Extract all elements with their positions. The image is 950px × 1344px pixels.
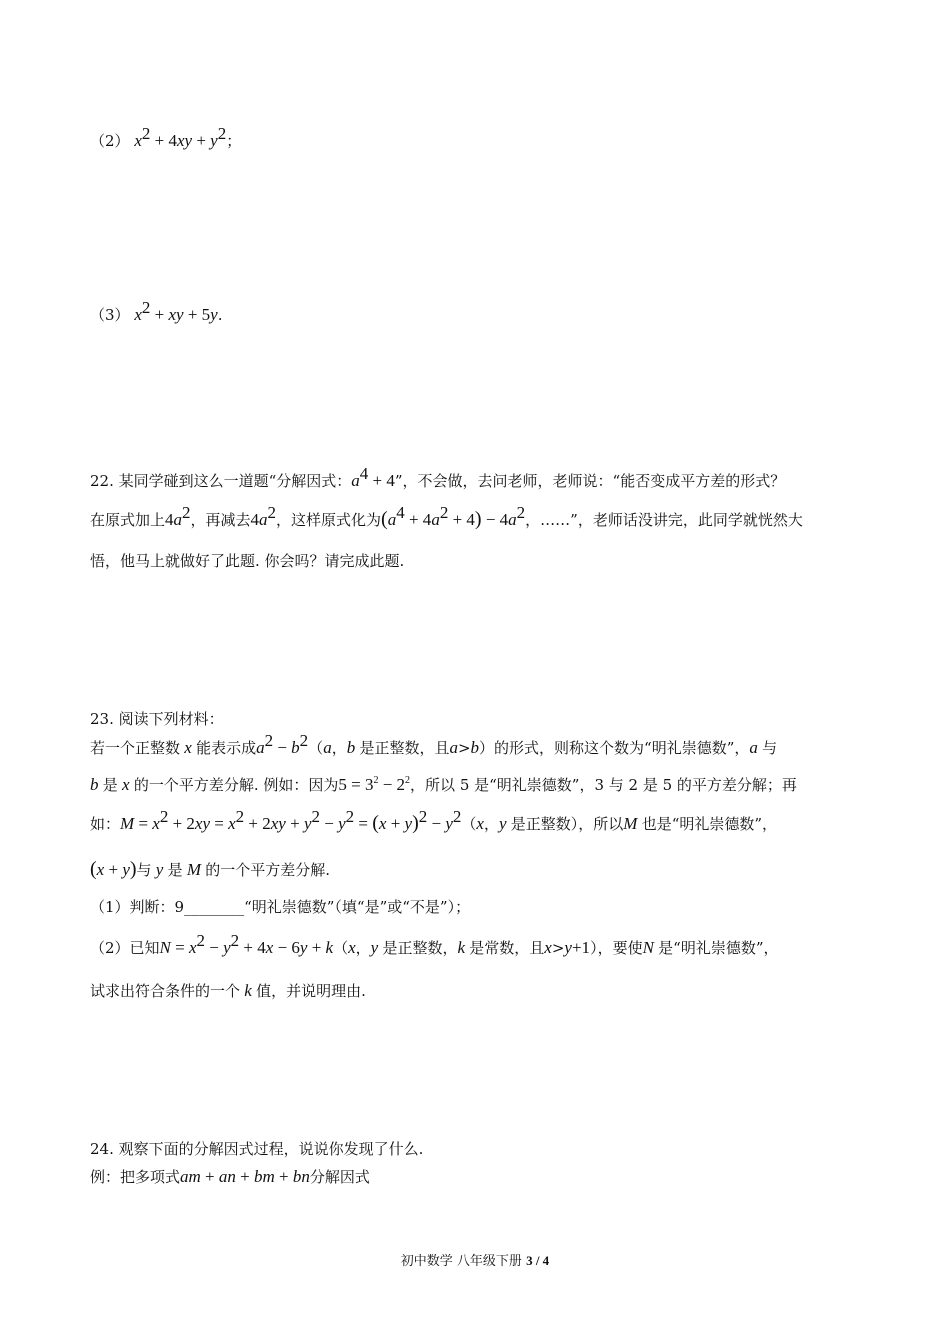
formula: am + an + bm + bn <box>180 1167 310 1186</box>
q23-line4: (x + y)与 y 是 M 的一个平方差分解. <box>90 858 331 880</box>
q21-part2: （2） $x^2 + 4xy + y^2$； <box>90 124 242 150</box>
q23-part1: （1）判断：9________“明礼崇德数”（填“是”或“不是”）； <box>90 898 471 916</box>
part-label: （3） <box>90 306 130 324</box>
part-label: （2） <box>90 132 130 150</box>
formula: $a^2 - b^2$ <box>256 731 309 757</box>
page-number: 3 / 4 <box>526 1253 550 1268</box>
formula: $a^4 + 4$ <box>351 464 395 490</box>
q24-example: 例：把多项式am + an + bm + bn分解因式 <box>90 1167 370 1186</box>
formula: $x^2$ + xy + 5y <box>134 298 218 324</box>
formula: $x^2 + 4xy + y^2$ <box>134 124 227 150</box>
page-footer: 初中数学 八年级下册 3 / 4 <box>400 1253 550 1269</box>
q23-part2: （2）已知$N = x^2 - y^2 + 4x - 6y + k(x$，y 是正整数，k 是常数，且x>y+1），要使N 是“明礼崇德数”， <box>90 931 779 957</box>
q23-title: 23. 阅读下列材料： <box>90 710 224 728</box>
q21-part3: （3） $x^2$ + xy + 5y. <box>90 298 223 324</box>
q22-line3: 悟，他马上就做好了此题. 你会吗？请完成此题. <box>90 552 405 570</box>
q22-line1: 22. 某同学碰到这么一道题“分解因式：$a^4 + 4$”，不会做，去问老师，老师说：“能否变成平方差的形式？ <box>90 464 786 490</box>
q23-line2: b 是 x 的一个平方差分解. 例如：因为$5 = 3^2 - 2^2$，所以 5 是“明礼崇德数”，3 与 2 是 5 的平方差分解；再 <box>90 775 797 794</box>
formula: $M = x^2 + 2xy = x^2 + 2xy + y^2 - y^2 = (x + y)^2 - y^2$ <box>120 807 462 834</box>
q23-line3: 如：$M = x^2 + 2xy = x^2 + 2xy + y^2 - y^2 = (x + y)^2 - y^2(x$，y 是正整数），所以M 也是“明礼崇德数”， <box>90 807 778 834</box>
q23-part2-cont: 试求出符合条件的一个 k 值，并说明理由. <box>90 981 366 1000</box>
formula: $(a^4 + 4a^2 + 4) - 4a^2$ <box>381 503 526 530</box>
formula: $5 = 3^2 - 2^2$ <box>338 775 411 794</box>
formula: $N = x^2 - y^2 + 4x - 6y + k$ <box>159 931 334 957</box>
q24-title: 24. 观察下面的分解因式过程，说说你发现了什么. <box>90 1140 424 1158</box>
q23-line1: 若一个正整数 x 能表示成$a^2 - b^2(a$，b 是正整数，且a>b）的形式，则称这个数为“明礼崇德数”，a 与 <box>90 731 778 757</box>
q22-line2: 在原式加上$4a^2$，再减去$4a^2$，这样原式化为$(a^4 + 4a^2 + 4) - 4a^2$，……”，老师话没讲完，此同学就恍然大 <box>90 503 803 530</box>
